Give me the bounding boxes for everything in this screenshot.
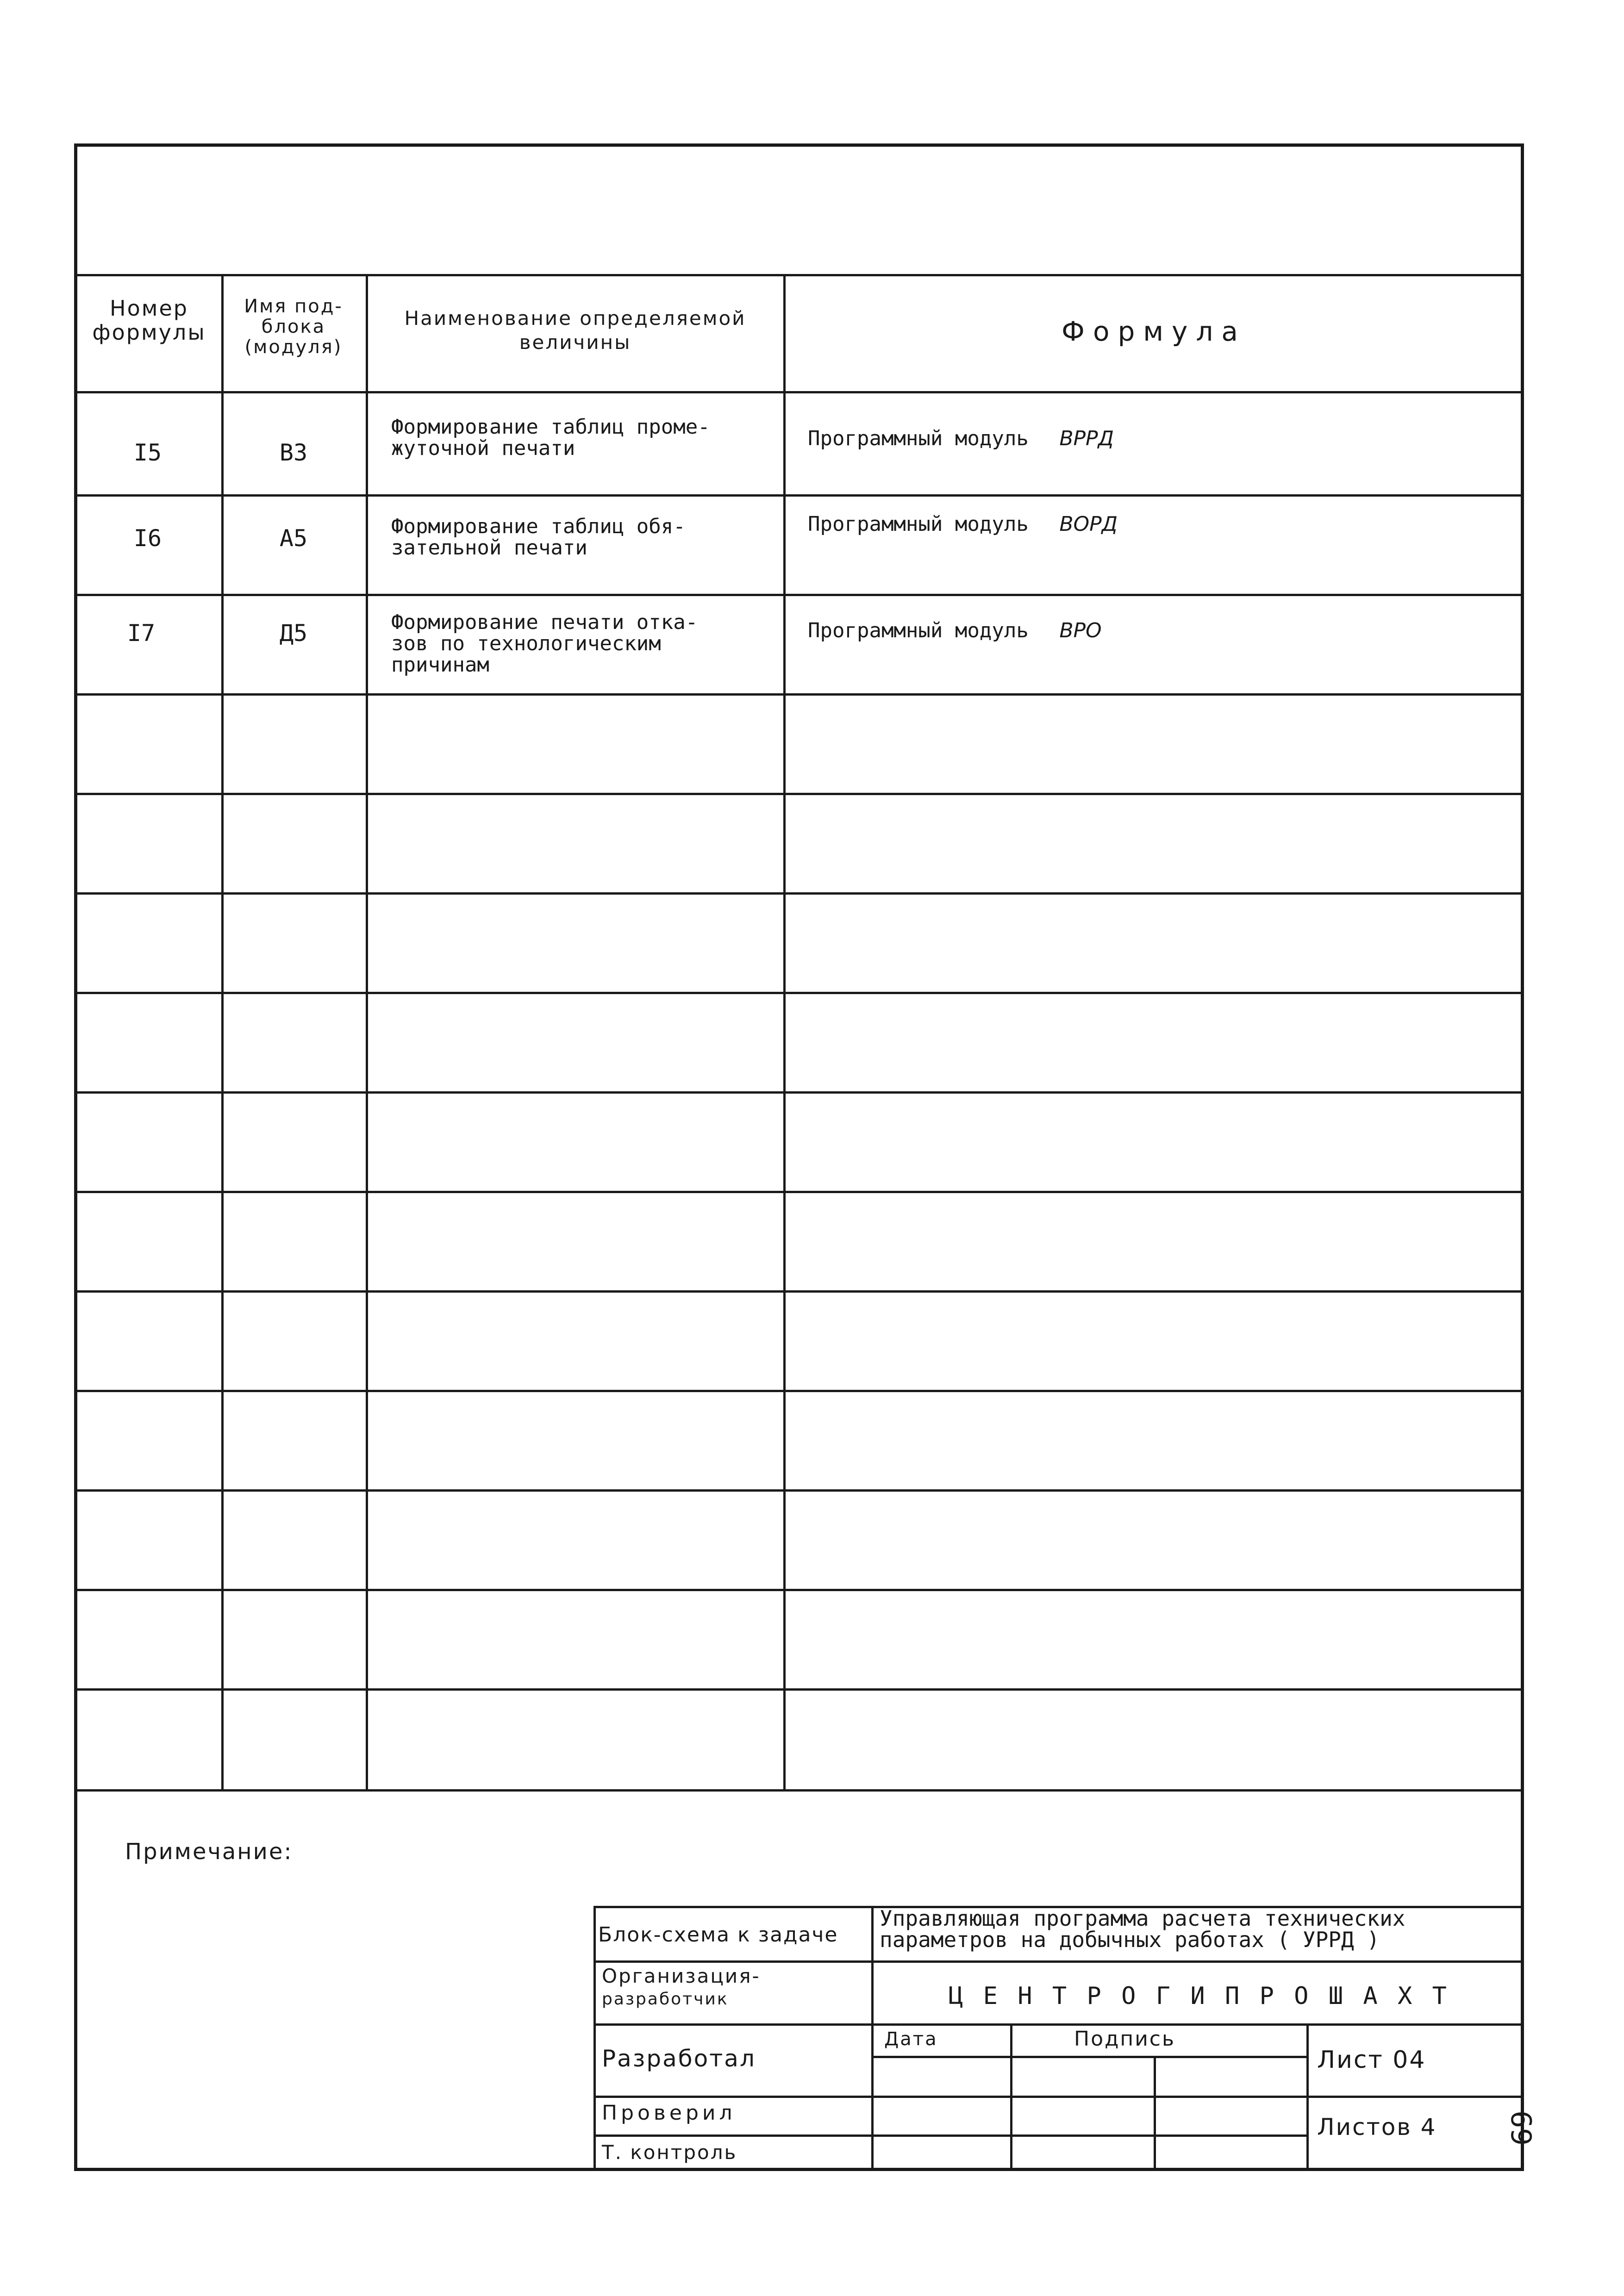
stamp-rule [593, 1960, 1524, 1963]
column-rule [221, 274, 224, 1790]
org-label-line: Организация- [602, 1965, 761, 1987]
row-name [391, 516, 780, 559]
row-rule [74, 1091, 1524, 1094]
stamp-date-label: Дата [884, 2028, 938, 2050]
stamp-rule [1010, 2023, 1012, 2171]
row-formula [808, 428, 1502, 449]
header-line: формулы [92, 320, 206, 345]
header-top-rule [74, 274, 1524, 276]
name-line: Формирование таблиц проме- [391, 415, 710, 439]
row-formula [808, 514, 1502, 535]
row-rule [74, 1390, 1524, 1392]
row-rule [74, 594, 1524, 596]
task-title-line: Управляющая программа расчета технических [880, 1906, 1405, 1931]
row-number: I5 [133, 439, 162, 466]
stamp-rule [593, 2096, 1524, 2098]
org-label-line: разработчик [602, 1990, 729, 2009]
row-name [391, 612, 780, 676]
header-formula-number [80, 296, 219, 344]
page-number: 69 [1505, 2110, 1537, 2146]
header-line: (модуля) [244, 336, 343, 358]
name-line: причинам [391, 653, 489, 677]
header-line: блока [261, 316, 326, 337]
stamp-org-label [602, 1965, 761, 2011]
stamp-task-title [880, 1908, 1518, 1950]
formula-code: ВРО [1059, 619, 1102, 642]
row-rule [74, 1589, 1524, 1591]
header-line: величины [519, 331, 631, 354]
formula-text: Программный модуль [808, 619, 1029, 642]
stamp-rule [871, 1906, 874, 2171]
formula-code: ВРРД [1059, 427, 1114, 450]
row-number: I6 [133, 525, 162, 552]
name-line: Формирование таблиц обя- [391, 515, 686, 538]
row-rule [74, 793, 1524, 795]
stamp-sheets-label: Листов 4 [1317, 2114, 1437, 2140]
formula-code: ВОРД [1059, 512, 1118, 536]
name-line: зательной печати [391, 536, 587, 560]
row-rule [74, 1688, 1524, 1691]
header-quantity-name [370, 306, 780, 355]
stamp-developed-label: Разработал [602, 2045, 756, 2072]
row-rule [74, 992, 1524, 994]
header-bottom-rule [74, 391, 1524, 393]
header-block-name [224, 296, 363, 357]
row-rule [74, 1290, 1524, 1293]
task-title-line: параметров на добычных работах ( УРРД ) [880, 1927, 1380, 1952]
stamp-rule [593, 2134, 1306, 2137]
stamp-sheet-label: Лист 04 [1317, 2046, 1426, 2074]
stamp-rule [1154, 2056, 1156, 2171]
row-block: Д5 [279, 620, 308, 647]
name-line: зов по технологическим [391, 632, 661, 655]
column-rule [783, 274, 786, 1790]
row-rule [74, 892, 1524, 895]
row-block: А5 [279, 525, 308, 552]
formula-text: Программный модуль [808, 427, 1029, 450]
column-rule [366, 274, 368, 1790]
row-rule [74, 1489, 1524, 1492]
stamp-signature-label: Подпись [1074, 2027, 1175, 2051]
stamp-left-rule [593, 1906, 596, 2171]
stamp-rule [871, 2056, 1306, 2058]
header-line: Наименование определяемой [404, 307, 746, 330]
name-line: жуточной печати [391, 436, 575, 460]
row-block: В3 [279, 439, 308, 466]
formula-text: Программный модуль [808, 512, 1029, 536]
row-rule [74, 1191, 1524, 1193]
stamp-checked-label: Проверил [602, 2101, 736, 2125]
stamp-rule [593, 2023, 1524, 2026]
row-number: I7 [127, 620, 156, 647]
table-bottom-rule [74, 1789, 1524, 1792]
stamp-rule [1306, 2023, 1309, 2171]
row-name [391, 417, 780, 459]
stamp-block-scheme-label: Блок-схема к задаче [598, 1923, 838, 1947]
stamp-tcontrol-label: Т. контроль [602, 2141, 737, 2164]
row-formula [808, 620, 1502, 641]
note-label: Примечание: [125, 1839, 293, 1865]
header-line: Номер [110, 296, 188, 321]
row-rule [74, 693, 1524, 696]
row-rule [74, 494, 1524, 497]
stamp-org-name: Ц Е Н Т Р О Г И П Р О Ш А Х Т [949, 1982, 1449, 2010]
header-line: Имя под- [244, 296, 343, 317]
header-formula [787, 316, 1521, 347]
header-line: Формула [1062, 316, 1246, 347]
name-line: Формирование печати отка- [391, 610, 698, 634]
